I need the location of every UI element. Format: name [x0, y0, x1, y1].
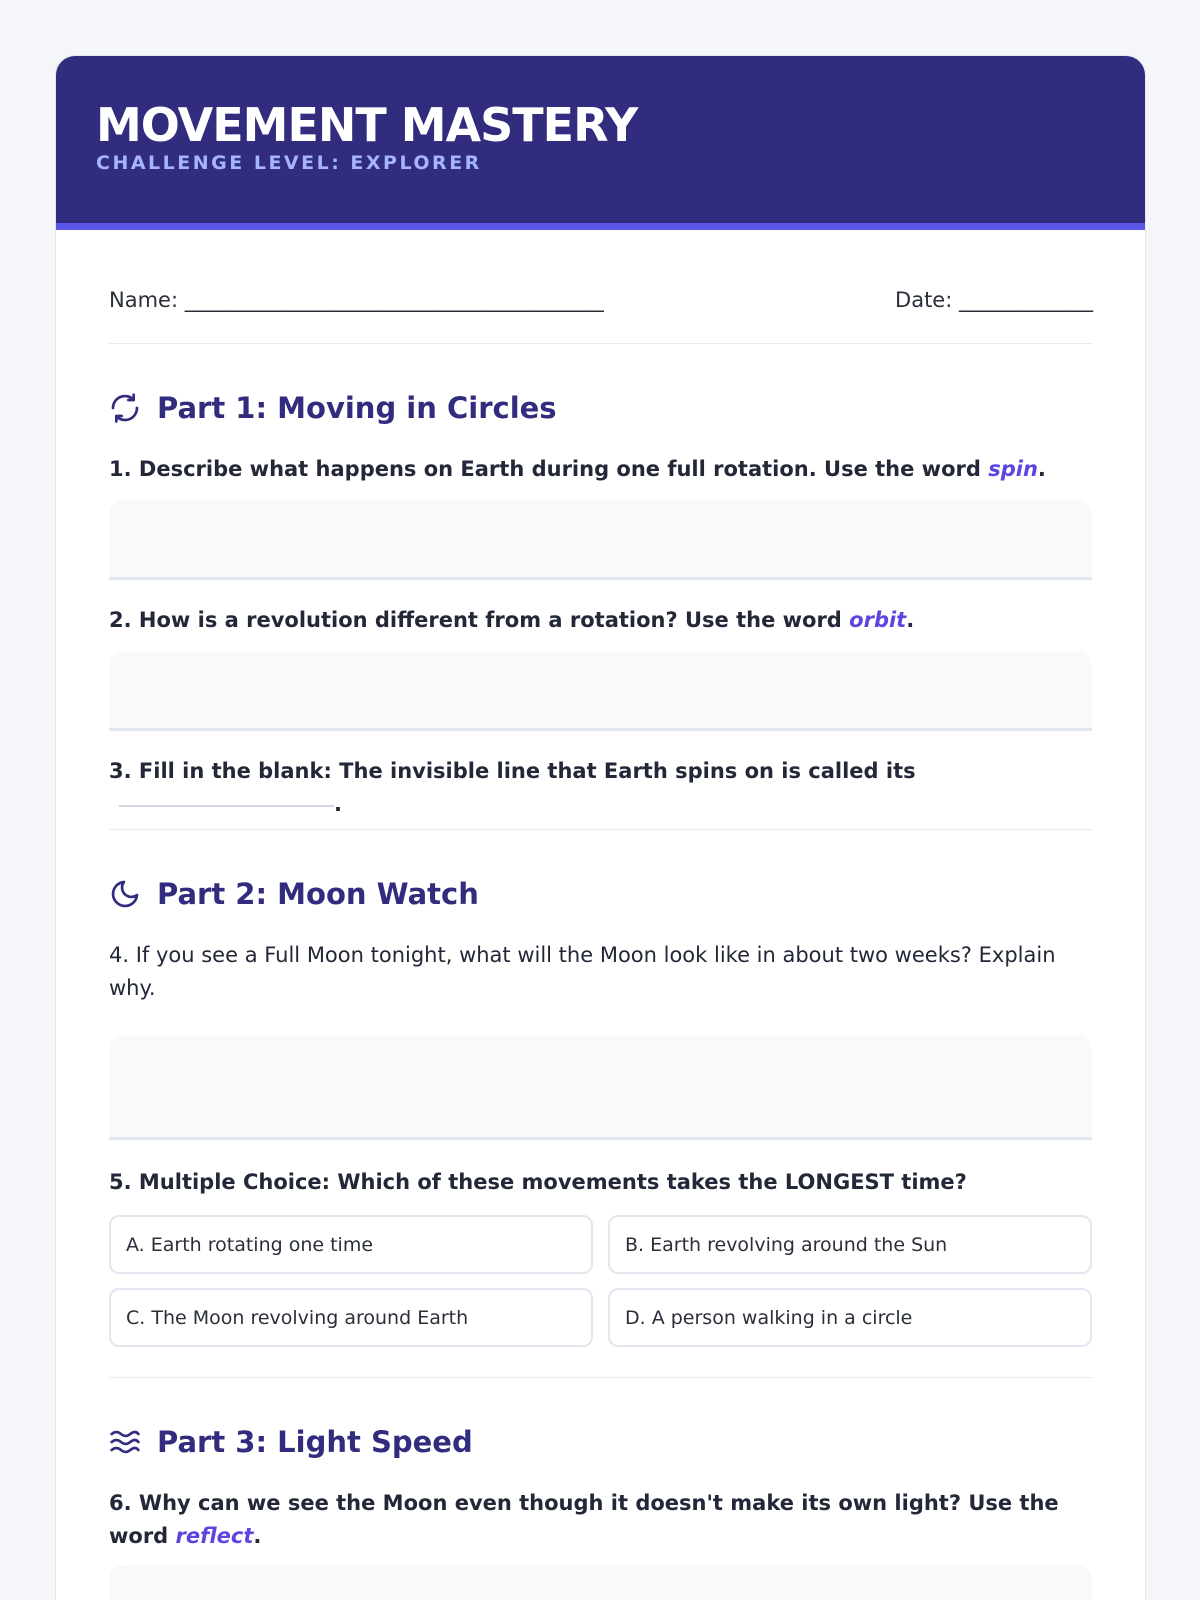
- section-title: Part 1: Moving in Circles: [157, 391, 557, 425]
- question-6: 6. Why can we see the Moon even though it doesn't make its own light? Use the word reflect.: [109, 1491, 1059, 1548]
- challenge-level: CHALLENGE LEVEL: EXPLORER: [96, 152, 482, 174]
- choice-b[interactable]: B. Earth revolving around the Sun: [608, 1215, 1092, 1274]
- date-line: ______________: [959, 288, 1092, 312]
- section-title: Part 3: Light Speed: [157, 1425, 473, 1459]
- section-heading: [109, 388, 1092, 428]
- choice-a[interactable]: A. Earth rotating one time: [109, 1215, 593, 1274]
- worksheet-content: [56, 230, 1145, 1600]
- name-label: Name:: [109, 288, 179, 312]
- section-heading: [109, 1422, 1092, 1462]
- date-label: Date:: [895, 288, 953, 312]
- question-2: 2. How is a revolution different from a rotation? Use the word orbit.: [109, 608, 915, 632]
- date-field[interactable]: [895, 288, 1092, 343]
- fill-in-blank[interactable]: [119, 805, 334, 807]
- answer-box-4[interactable]: [109, 1035, 1092, 1140]
- multiple-choice-options: [109, 1215, 1092, 1347]
- section-heading: [109, 874, 1092, 914]
- name-field[interactable]: [109, 288, 603, 343]
- keyword: orbit: [849, 608, 907, 632]
- keyword: spin: [988, 457, 1038, 481]
- worksheet-card: [55, 55, 1146, 1600]
- question-4: 4. If you see a Full Moon tonight, what will the Moon look like in about two weeks? Explain why.: [109, 943, 1056, 1000]
- name-line: ____________________________________________: [184, 288, 603, 312]
- answer-box-2[interactable]: [109, 651, 1092, 731]
- section-title: Part 2: Moon Watch: [157, 877, 479, 911]
- waves-icon: [109, 1426, 141, 1458]
- choice-c[interactable]: C. The Moon revolving around Earth: [109, 1288, 593, 1347]
- question-1: 1. Describe what happens on Earth during one full rotation. Use the word spin.: [109, 457, 1046, 481]
- section-part-2: [109, 830, 1092, 1378]
- section-part-3: [109, 1378, 1092, 1600]
- keyword: reflect: [175, 1524, 254, 1548]
- refresh-icon: [109, 392, 141, 424]
- answer-box-6[interactable]: [109, 1565, 1092, 1600]
- section-part-1: [109, 344, 1092, 830]
- worksheet-title: MOVEMENT MASTERY: [96, 98, 638, 152]
- choice-d[interactable]: D. A person walking in a circle: [608, 1288, 1092, 1347]
- student-info-row: [109, 230, 1092, 344]
- answer-box-1[interactable]: [109, 500, 1092, 580]
- question-3: 3. Fill in the blank: The invisible line that Earth spins on is called its.: [109, 759, 916, 816]
- moon-icon: [109, 878, 141, 910]
- question-5: 5. Multiple Choice: Which of these movements takes the LONGEST time?: [109, 1170, 967, 1194]
- worksheet-header: [56, 56, 1145, 230]
